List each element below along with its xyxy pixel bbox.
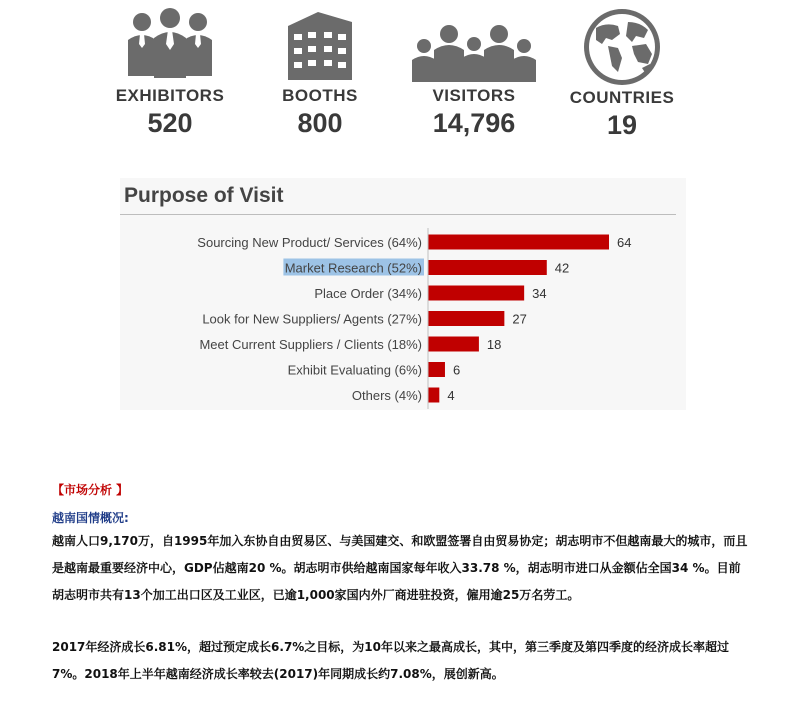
paragraph-1: 越南人口9,170万，自1995年加入东协自由贸易区、与美国建交、和欧盟签署自由贸易协定；胡志明市不但越南最大的城市，而且是越南最重要经济中心，GDP佔越南20 %。胡志明市供给越南国家每年收入33.78 %，胡志明市进口从金额佔全国34 %。目前胡志明市共有13个加工出口区及工业区，已逾1,000家国内外厂商进驻投资，僱用逾25万名劳工。 [52,534,748,602]
sub-heading: 越南国情概况: [52,511,129,525]
stat-label: COUNTRIES [569,88,675,107]
purpose-of-visit-chart [120,178,686,410]
stat-label: BOOTHS [282,86,358,105]
stat-visitors [394,6,554,139]
bar [428,388,439,403]
building-icon [270,6,370,86]
bar [428,286,524,301]
stat-value: 520 [147,108,193,138]
stat-label: EXHIBITORS [115,86,225,105]
stat-value: 19 [606,110,638,140]
section-title: 【市场分析 】 [52,483,129,497]
category-label: Others (4%) [351,388,422,403]
category-label: Sourcing New Product/ Services (64%) [197,235,422,250]
bar [428,260,547,275]
category-label: Exhibit Evaluating (6%) [287,362,422,378]
value-label: 34 [532,286,547,301]
bar [428,311,504,326]
value-label: 27 [512,311,527,327]
chart-title: Purpose of Visit [124,184,284,207]
value-label: 6 [452,362,461,378]
stat-countries [542,6,702,141]
bar-chart-svg [120,178,686,410]
exhibitors-icon [120,6,220,86]
bar [428,362,445,377]
value-label: 18 [486,337,502,352]
bar [428,235,609,250]
bar [428,337,479,352]
stat-label: VISITORS [432,86,516,105]
category-label: Meet Current Suppliers / Clients (18%) [199,337,422,352]
stat-value: 14,796 [432,108,516,138]
visitors-icon [404,6,544,86]
category-label: Place Order (34%) [314,286,422,301]
stat-exhibitors [90,6,250,139]
stat-booths [240,6,400,139]
paragraph-2: 2017年经济成长6.81%，超过预定成长6.7%之目标，为10年以来之最高成长，其中，第三季度及第四季度的经济成长率超过7%。2018年上半年越南经济成长率较去(2017)年同期成长约7.08%，展创新高。 [52,640,730,681]
value-label: 4 [447,388,455,403]
value-label: 64 [617,235,632,250]
globe-icon [572,6,672,88]
category-label: Market Research (52%) [284,260,422,276]
stat-value: 800 [297,108,343,138]
value-label: 42 [554,260,570,276]
category-label: Look for New Suppliers/ Agents (27%) [202,311,422,327]
